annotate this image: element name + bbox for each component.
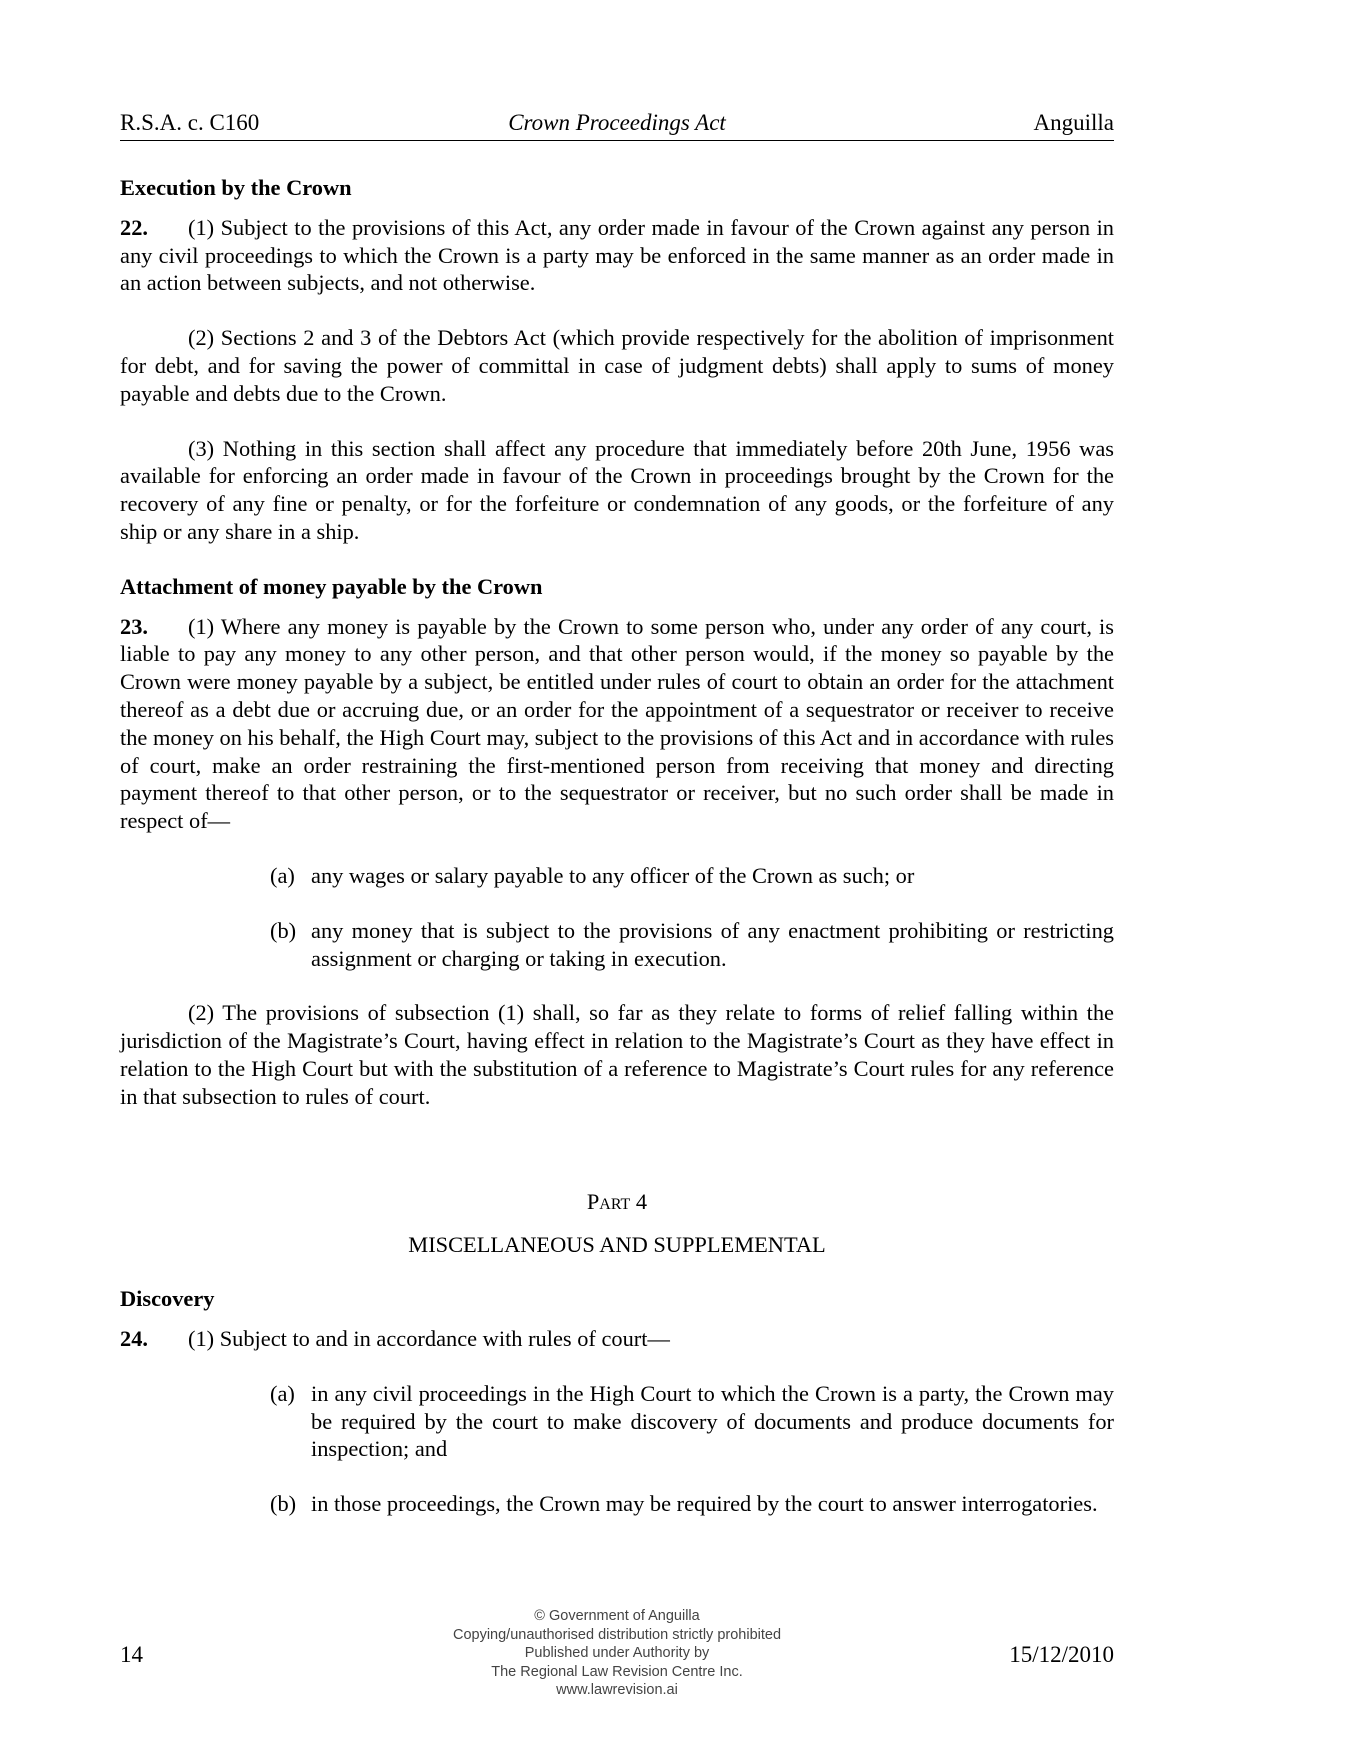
section-23-subsection-1-text: (1) Where any money is payable by the Crown to some person who, under any order of any court, is liable to pay any money to any other person, and that other person would, if the money so payable by the Crown were money payable by a subject, be entitled under rules of court to obtain an order for the attachment thereof as a debt due or accruing due, or an order for the appointment of a sequestrator or receiver to receive the money on his behalf, the High Court may, subject to the provisions of this Act and in accordance with rules of court, make an order restraining the first-mentioned person from receiving that money and directing payment thereof to that other person, or to the sequestrator or receiver, but no such order shall be made in respect of— [120,613,1114,834]
paragraph-text: in any civil proceedings in the High Court to which the Crown is a party, the Crown may be required by the court to make discovery of documents and produce documents for inspection; and [311,1380,1114,1462]
footer-website: www.lawrevision.ai [556,1682,678,1699]
section-22-subsection-1 [120,214,1114,297]
document-body [120,174,1114,1545]
part-title: MISCELLANEOUS AND SUPPLEMENTAL [408,1232,826,1258]
section-23-heading: Attachment of money payable by the Crown [120,573,543,599]
section-22-subsection-2: (2) Sections 2 and 3 of the Debtors Act (which provide respectively for the abolition of imprisonment for debt, and for saving the power of committal in case of judgment debts) shall apply to sums of money payable and debts due to the Crown. [120,325,1114,406]
page-number: 14 [120,1642,143,1667]
footer-authority: Published under Authority by [524,1645,710,1662]
section-24-subsection-1-text: (1) Subject to and in accordance with rules of court— [188,1325,670,1351]
section-24-paragraph-a [270,1380,1114,1463]
section-22-subsection-1-text: (1) Subject to the provisions of this Act, any order made in favour of the Crown against any person in any civil proceedings to which the Crown is a party may be enforced in the same manner as an order made in an action between subjects, and not otherwise. [120,214,1114,296]
footer-distribution-notice: Copying/unauthorised distribution strictly prohibited [452,1626,782,1643]
section-22-heading: Execution by the Crown [120,175,352,200]
revision-date: 15/12/2010 [1009,1642,1114,1667]
paragraph-text: any money that is subject to the provisions of any enactment prohibiting or restricting assignment or charging or taking in execution. [311,917,1114,971]
paragraph-label: (a) [270,862,295,888]
section-24-subsection-1 [120,1325,1114,1353]
part-label: Part 4 [586,1188,648,1214]
header-jurisdiction: Anguilla [1033,110,1114,135]
spacer [120,1138,1114,1188]
section-23-paragraph-a [270,862,1114,890]
footer-copyright-block [120,1607,1114,1700]
header-act-title: Crown Proceedings Act [508,110,726,135]
paragraph-text: in those proceedings, the Crown may be required by the court to answer interrogatories. [311,1491,1098,1517]
section-22-subsection-3: (3) Nothing in this section shall affect any procedure that immediately before 20th June, 1956 was available for enforcing an order made in favour of the Crown in proceedings brought by the Crown for the recovery of any fine or penalty, or for the forfeiture or condemnation of any goods, or the forfeiture of any ship or any share in a ship. [120,435,1114,544]
section-23-subsection-2: (2) The provisions of subsection (1) shall, so far as they relate to forms of relief falling within the jurisdiction of the Magistrate’s Court, having effect in relation to the Magistrate’s Court as they have effect in relation to the High Court but with the substitution of a reference to Magistrate’s Court rules for any reference in that subsection to rules of court. [120,1000,1114,1109]
footer-publisher: The Regional Law Revision Centre Inc. [491,1663,743,1680]
paragraph-label: (b) [270,917,297,943]
document-page [120,0,1114,1760]
section-22-number: 22. [120,214,148,240]
running-header [120,108,1114,141]
section-24-paragraph-b [270,1490,1114,1518]
section-24-number: 24. [120,1325,148,1351]
footer-copyright: © Government of Anguilla [534,1608,700,1624]
paragraph-text: any wages or salary payable to any officer of the Crown as such; or [311,862,915,888]
section-24-heading: Discovery [120,1286,215,1312]
paragraph-label: (b) [270,1491,297,1517]
section-23-number: 23. [120,613,148,639]
paragraph-label: (a) [270,1380,295,1406]
section-23-subsection-1 [120,613,1114,835]
header-citation: R.S.A. c. C160 [120,110,260,135]
section-23-paragraph-b [270,917,1114,973]
